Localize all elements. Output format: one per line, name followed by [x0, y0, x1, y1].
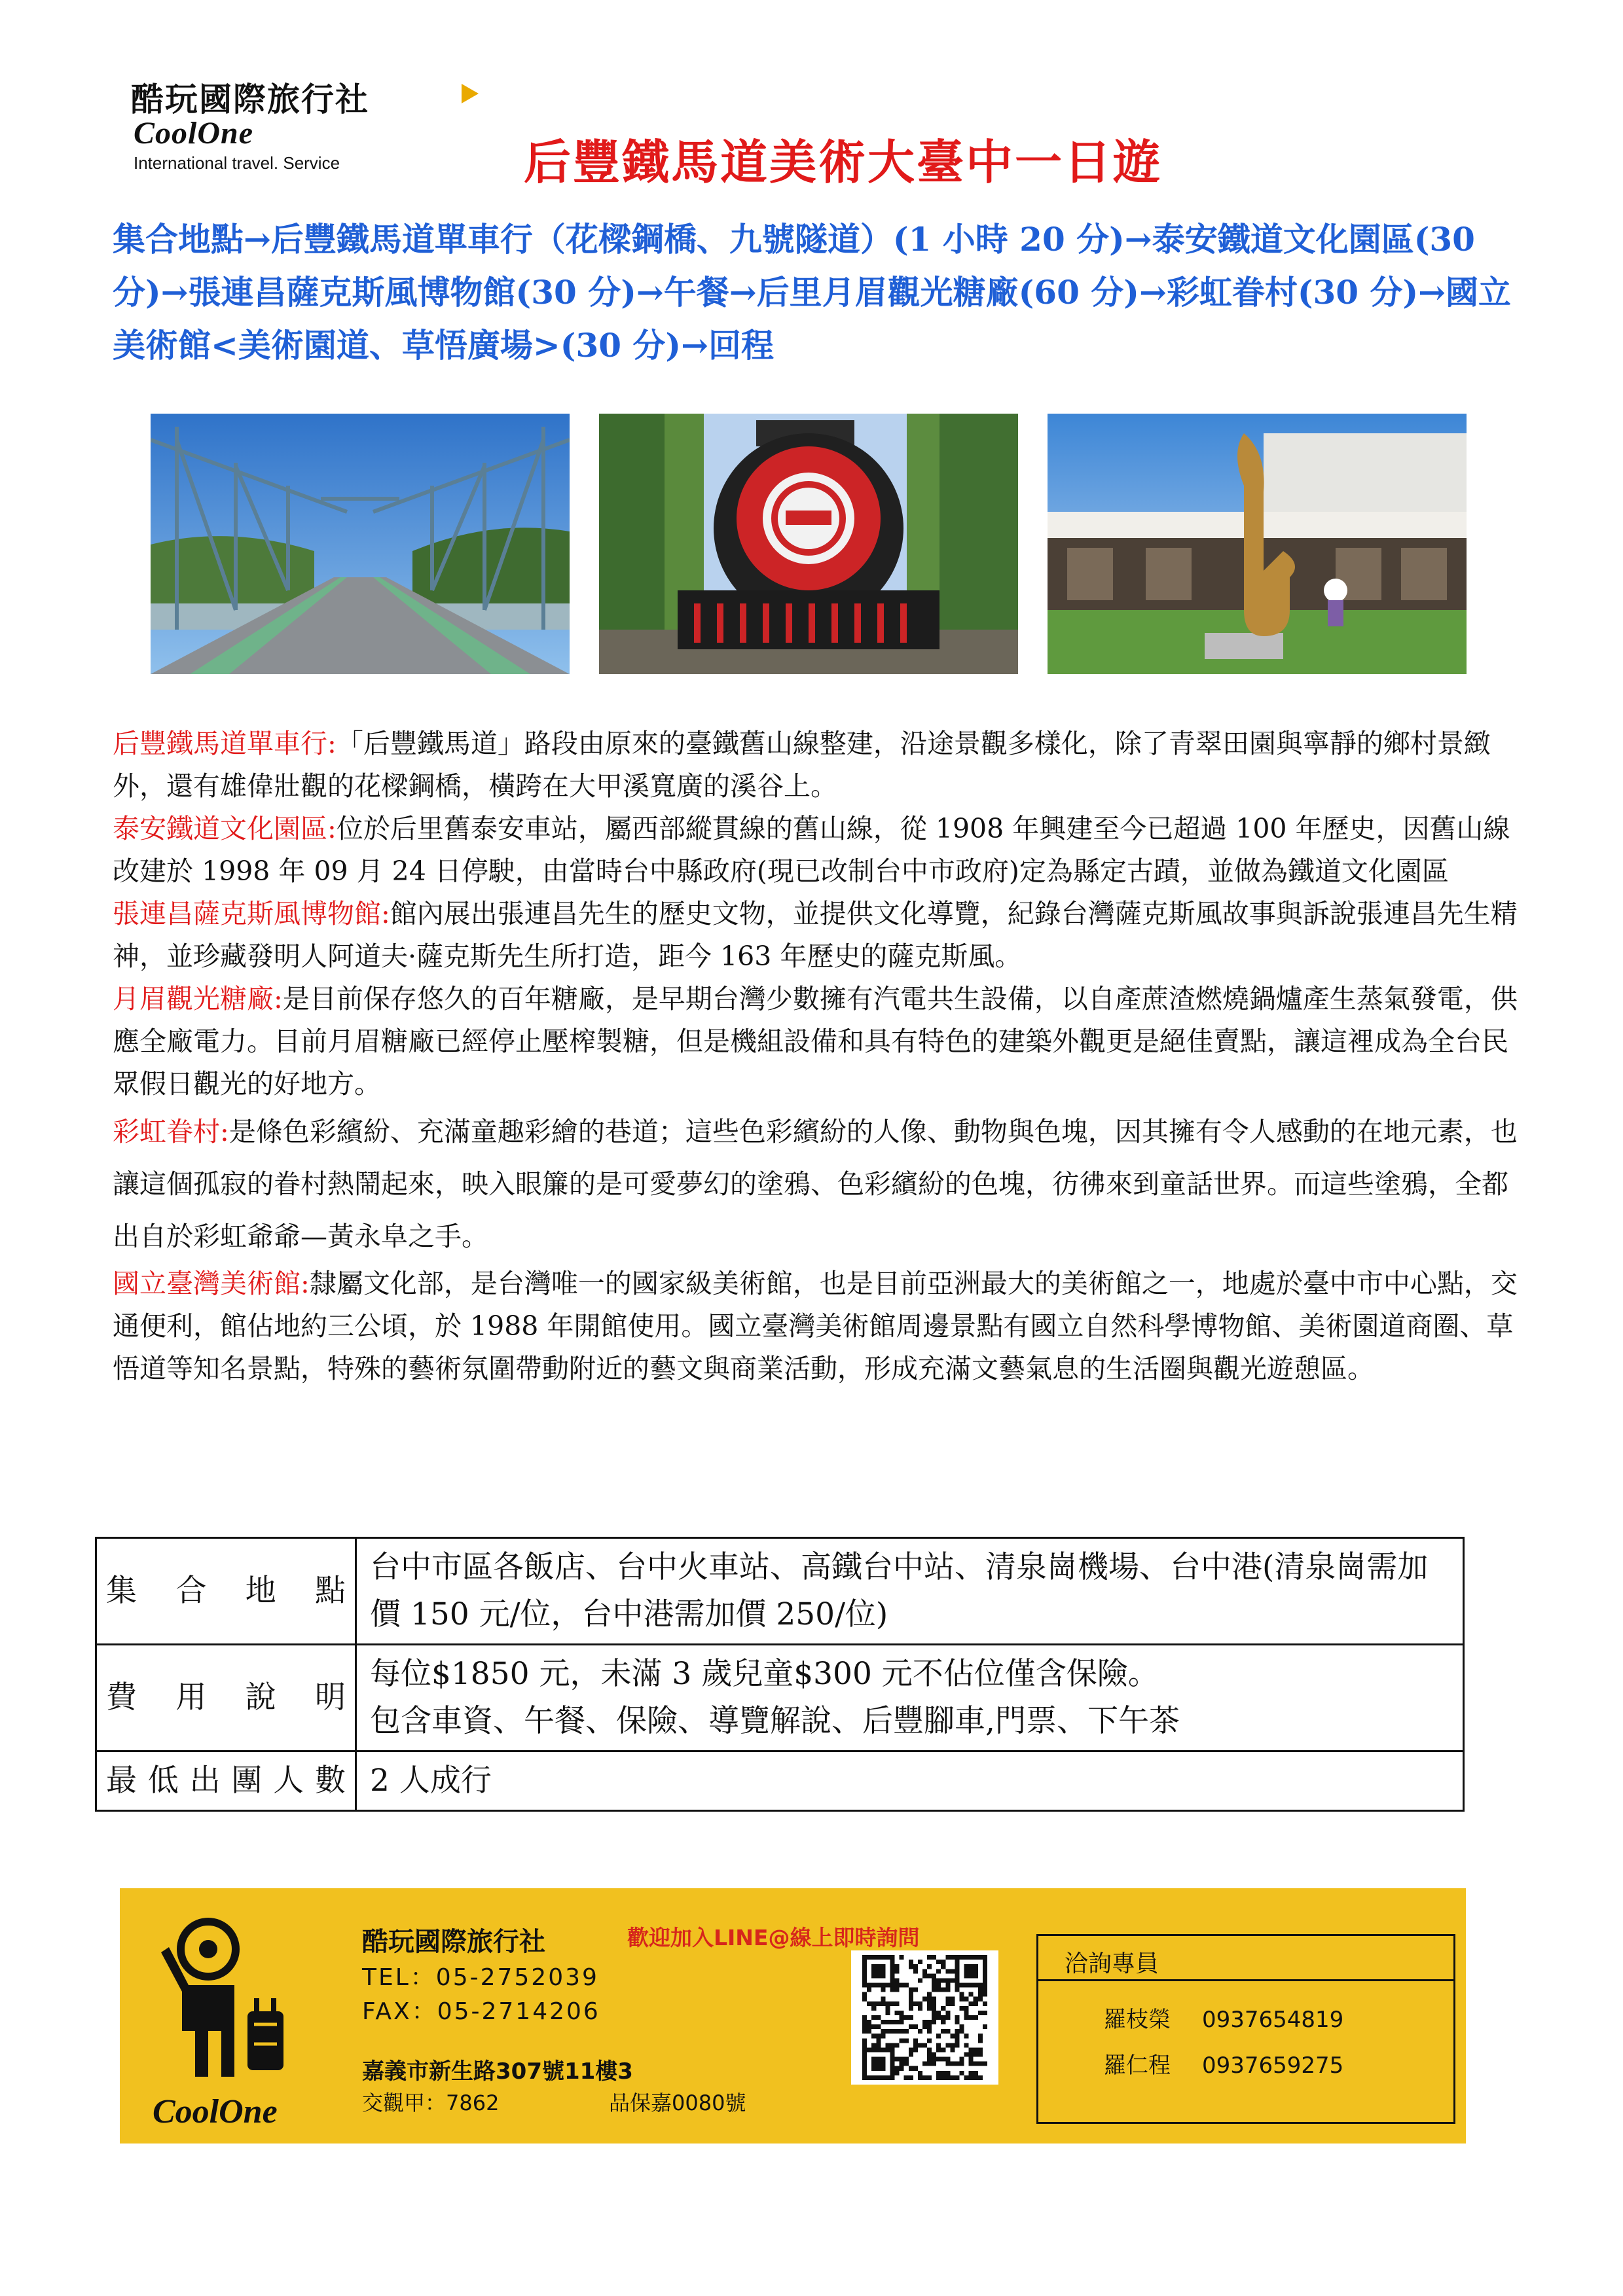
- footer-address: 嘉義市新生路307號11樓3: [362, 2058, 633, 2085]
- desc-name: 泰安鐵道文化園區:: [113, 813, 337, 844]
- saxophone-museum-photo: [1048, 414, 1467, 674]
- desc-bikeway: [113, 723, 1527, 808]
- desc-saxophone-museum: [113, 893, 1527, 978]
- minimum-label: [96, 1751, 356, 1811]
- desc-text: 館內展出張連昌先生的歷史文物，並提供文化導覽，紀錄台灣薩克斯風故事與訴說張連昌先生精神，並珍藏發明人阿道夫·薩克斯先生所打造，距今 163 年歷史的薩克斯風。: [113, 898, 1518, 972]
- fee-line-includes: 包含車資、午餐、保險、導覽解說、后豐腳車,門票、下午茶: [370, 1703, 1180, 1739]
- company-logo: [131, 65, 498, 177]
- divider: [1038, 1979, 1453, 1981]
- steam-locomotive-photo: [599, 414, 1018, 674]
- label-char: 低: [147, 1763, 179, 1799]
- table-label-text: [106, 1568, 346, 1615]
- line-qr-code-icon[interactable]: [851, 1950, 998, 2085]
- desc-name: 月眉觀光糖廠:: [113, 983, 283, 1014]
- page-title: 后豐鐵馬道美術大臺中一日遊: [524, 134, 1163, 190]
- desc-sugar-factory: [113, 978, 1527, 1105]
- traveler-mascot-icon: [156, 1913, 293, 2083]
- fee-label: [96, 1645, 356, 1751]
- label-char: 最: [106, 1763, 137, 1799]
- label-char: 數: [314, 1763, 346, 1799]
- label-char: 用: [175, 1679, 207, 1715]
- logo-company-name: 酷玩國際旅行社: [131, 81, 369, 118]
- line-promo: 歡迎加入LINE@線上即時詢問: [627, 1925, 920, 1950]
- footer-fax: FAX：05-2714206: [362, 1998, 600, 2025]
- footer-brand: CoolOne: [153, 2093, 278, 2130]
- meeting-point-label: [96, 1538, 356, 1645]
- fee-line-price: 每位$1850 元，未滿 3 歲兒童$300 元不佔位僅含保險。: [370, 1656, 1159, 1692]
- desc-name: 后豐鐵馬道單車行:: [113, 728, 337, 759]
- meeting-point-value: 台中市區各飯店、台中火車站、高鐵台中站、清泉崗機場、台中港(清泉崗需加價 150 元/位，台中港需加價 250/位): [356, 1538, 1464, 1645]
- footer-tel: TEL：05-2752039: [362, 1964, 599, 1991]
- contact-row: [1104, 2047, 1343, 2079]
- desc-text: 「后豐鐵馬道」路段由原來的臺鐵舊山線整建，沿途景觀多樣化，除了青翠田園與寧靜的鄉村景緻外，還有雄偉壯觀的花樑鋼橋，橫跨在大甲溪寬廣的溪谷上。: [113, 728, 1491, 802]
- label-char: 費: [106, 1679, 137, 1715]
- desc-text: 隸屬文化部，是台灣唯一的國家級美術館，也是目前亞洲最大的美術館之一，地處於臺中市中心點，交通便利，館佔地約三公頃，於 1988 年開館使用。國立臺灣美術館周邊景點有國立自然科學博物館、美術園道商圈、草悟道等知名景點，特殊的藝術氛圍帶動附近的藝文與商業活動，形成充滿文藝氣息的生活圈與觀光遊憩區。: [113, 1268, 1518, 1384]
- desc-text: 位於后里舊泰安車站，屬西部縱貫線的舊山線，從 1908 年興建至今已超過 100 年歷史，因舊山線改建於 1998 年 09 月 24 日停駛，由當時台中縣政府(現已改制台中市政府)定為縣定古蹟，並做為鐵道文化園區: [113, 813, 1510, 887]
- desc-taian-railway: [113, 808, 1527, 893]
- desc-name: 張連昌薩克斯風博物館:: [113, 898, 390, 929]
- desc-art-museum: [113, 1263, 1527, 1390]
- contact-row: [1104, 2001, 1343, 2034]
- itinerary-route: 集合地點→后豐鐵馬道單車行（花樑鋼橋、九號隧道）(1 小時 20 分)→泰安鐵道文化園區(30 分)→張連昌薩克斯風博物館(30 分)→午餐→后里月眉觀光糖廠(60 分)→彩虹眷村(30 分)→國立美術館<美術園道、草悟廣場>(30 分)→回程: [113, 220, 1512, 365]
- logo-brand: CoolOne: [134, 116, 254, 151]
- label-char: 合: [175, 1573, 207, 1609]
- table-row-meeting-point: [96, 1538, 1464, 1645]
- quality-assurance-license: 品保嘉0080號: [609, 2090, 746, 2115]
- label-char: 點: [314, 1573, 346, 1609]
- fee-value: [356, 1645, 1464, 1751]
- contact-name: 羅仁程: [1104, 2053, 1171, 2079]
- label-char: 出: [189, 1763, 221, 1799]
- minimum-value: 2 人成行: [356, 1751, 1464, 1811]
- logo-arrow-icon: [462, 84, 479, 103]
- contact-title: 洽詢專員: [1065, 1950, 1159, 1977]
- logo-tagline: International travel. Service: [134, 153, 340, 173]
- desc-text: 是條色彩繽紛、充滿童趣彩繪的巷道；這些色彩繽紛的人像、動物與色塊，因其擁有令人感動的在地元素，也讓這個孤寂的眷村熱鬧起來，映入眼簾的是可愛夢幻的塗鴉、色彩繽紛的色塊，彷彿來到童話世界。而這些塗鴉，全都出自於彩虹爺爺—黃永阜之手。: [113, 1116, 1518, 1252]
- contact-box: [1036, 1934, 1455, 2124]
- contact-phone[interactable]: 0937654819: [1202, 2007, 1344, 2033]
- desc-text: 是目前保存悠久的百年糖廠，是早期台灣少數擁有汽電共生設備，以自產蔗渣燃燒鍋爐產生蒸氣發電，供應全廠電力。目前月眉糖廠已經停止壓榨製糖，但是機組設備和具有特色的建築外觀更是絕佳賣點，讓這裡成為全台民眾假日觀光的好地方。: [113, 983, 1518, 1100]
- contact-name: 羅枝榮: [1104, 2007, 1171, 2033]
- footer-banner: [120, 1888, 1466, 2144]
- tour-info-table: [95, 1537, 1465, 1812]
- label-char: 地: [245, 1573, 276, 1609]
- tourism-license: 交觀甲：7862: [362, 2090, 500, 2115]
- label-char: 說: [245, 1679, 276, 1715]
- label-char: 團: [231, 1763, 263, 1799]
- desc-name: 國立臺灣美術館:: [113, 1268, 310, 1299]
- attraction-descriptions: [113, 723, 1527, 1390]
- contact-phone[interactable]: 0937659275: [1202, 2053, 1344, 2079]
- table-label-text: [106, 1757, 346, 1804]
- label-char: 明: [314, 1679, 346, 1715]
- steel-bridge-photo: [151, 414, 570, 674]
- label-char: 集: [106, 1573, 137, 1609]
- desc-name: 彩虹眷村:: [113, 1116, 229, 1147]
- desc-rainbow-village: [113, 1105, 1527, 1263]
- label-char: 人: [273, 1763, 304, 1799]
- table-label-text: [106, 1674, 346, 1721]
- table-row-fee: [96, 1645, 1464, 1751]
- table-row-minimum: [96, 1751, 1464, 1811]
- footer-company-name: 酷玩國際旅行社: [362, 1927, 545, 1957]
